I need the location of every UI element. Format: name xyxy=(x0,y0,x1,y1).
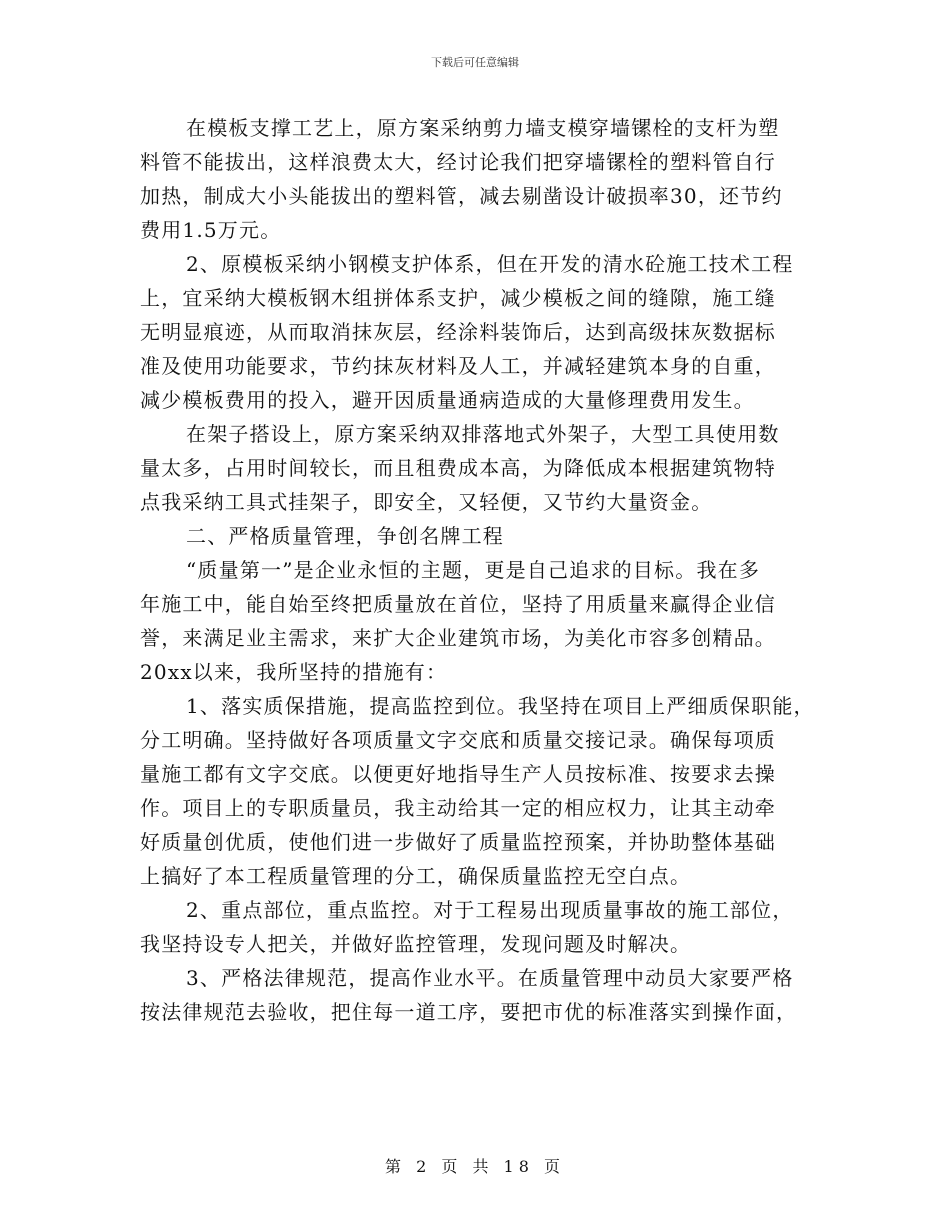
text-line: 无明显痕迹，从而取消抹灰层，经涂料装饰后，达到高级抹灰数据标 xyxy=(140,320,776,344)
text-line: 分工明确。坚持做好各项质量文字交底和质量交接记录。确保每项质 xyxy=(140,728,776,752)
text-line: 上，宜采纳大模板钢木组拼体系支护，减少模板之间的缝隙，施工缝 xyxy=(140,286,776,310)
text-line: 上搞好了本工程质量管理的分工，确保质量监控无空白点。 xyxy=(140,864,692,888)
text-line: 在模板支撑工艺上，原方案采纳剪力墙支模穿墙镙栓的支杆为塑 xyxy=(186,116,780,140)
text-line: “质量第一”是企业永恒的主题，更是自己追求的目标。我在多 xyxy=(186,558,761,582)
text-line: 量施工都有文字交底。以便更好地指导生产人员按标准、按要求去操 xyxy=(140,762,776,786)
text-line: 1、落实质保措施，提高监控到位。我坚持在项目上严细质保职能， xyxy=(186,694,815,718)
text-line: 费用1.5万元。 xyxy=(140,218,282,242)
text-line: 年施工中，能自始至终把质量放在首位，坚持了用质量来赢得企业信 xyxy=(140,592,776,616)
text-line: 点我采纳工具式挂架子，即安全，又轻便，又节约大量资金。 xyxy=(140,490,713,514)
text-line: 按法律规范去验收，把住每一道工序，要把市优的标准落实到操作面， xyxy=(140,1000,798,1024)
text-line: 3、严格法律规范，提高作业水平。在质量管理中动员大家要严格 xyxy=(186,966,794,990)
text-line: 加热，制成大小头能拔出的塑料管，减去剔凿设计破损率30，还节约 xyxy=(140,184,783,208)
text-line: 2、原模板采纳小钢模支护体系，但在开发的清水砼施工技术工程 xyxy=(186,252,794,276)
text-line: 减少模板费用的投入，避开因质量通病造成的大量修理费用发生。 xyxy=(140,388,755,412)
text-line: 2、重点部位，重点监控。对于工程易出现质量事故的施工部位， xyxy=(186,898,794,922)
document-body xyxy=(140,111,820,1029)
text-line: 料管不能拔出，这样浪费太大，经讨论我们把穿墙镙栓的塑料管自行 xyxy=(140,150,776,174)
text-line: 好质量创优质，使他们进一步做好了质量监控预案，并协助整体基础 xyxy=(140,830,776,854)
text-line: 量太多，占用时间较长，而且租费成本高，为降低成本根据建筑物特 xyxy=(140,456,776,480)
text-line: 在架子搭设上，原方案采纳双排落地式外架子，大型工具使用数 xyxy=(186,422,780,446)
text-line: 我坚持设专人把关，并做好监控管理，发现问题及时解决。 xyxy=(140,932,692,956)
section-heading: 二、严格质量管理，争创名牌工程 xyxy=(186,524,504,548)
text-line: 誉，来满足业主需求，来扩大企业建筑市场，为美化市容多创精品。 xyxy=(140,626,776,650)
text-line: 20xx以来，我所坚持的措施有： xyxy=(140,660,448,684)
text-line: 准及使用功能要求，节约抹灰材料及人工，并减轻建筑本身的自重， xyxy=(140,354,776,378)
text-line: 作。项目上的专职质量员，我主动给其一定的相应权力，让其主动牵 xyxy=(140,796,776,820)
page-number: 第 2 页 共 18 页 xyxy=(385,1157,565,1176)
page-header: 下载后可任意编辑 xyxy=(431,56,519,69)
